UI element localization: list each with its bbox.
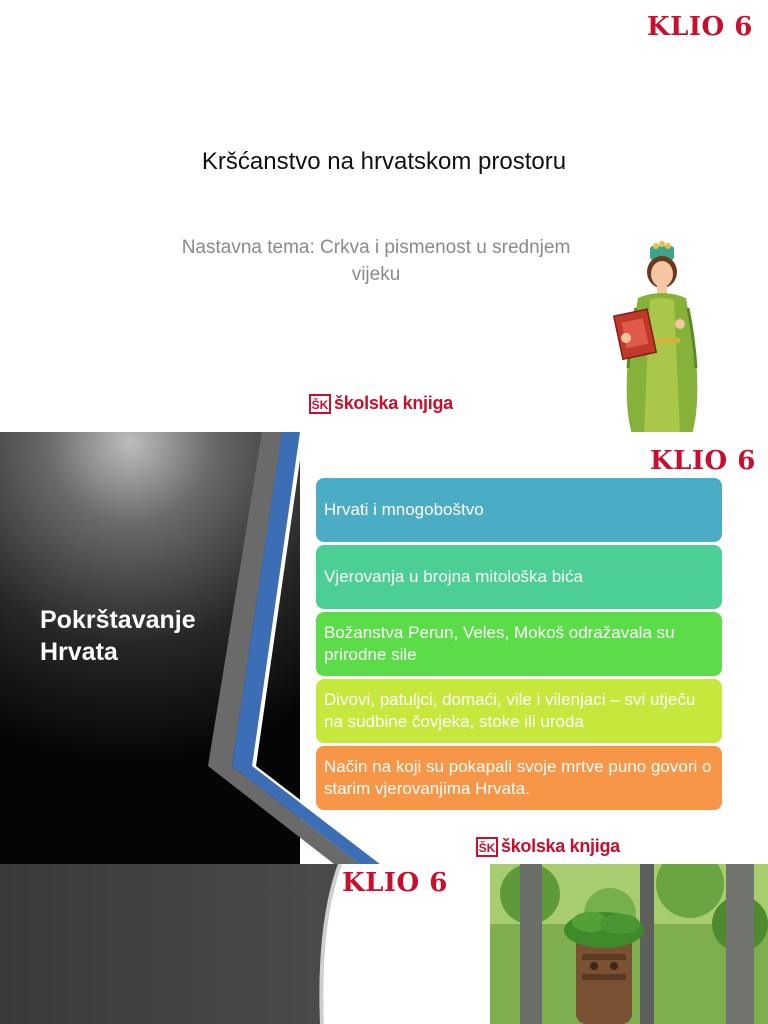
list-item-text: Hrvati i mnogoboštvo <box>324 500 484 519</box>
brand-klio: KLIO 6 <box>650 446 756 476</box>
logo-text: školska knjiga <box>334 393 453 413</box>
list-item <box>316 679 722 743</box>
slide-subtitle: Nastavna tema: Crkva i pismenost u srednjem vijeku <box>181 237 571 285</box>
publisher-logo <box>476 836 620 857</box>
slide-title <box>0 0 768 432</box>
logo-mark: ŠK <box>476 837 498 857</box>
list-item <box>316 612 722 676</box>
forest-idol-photo <box>490 864 768 1024</box>
section-title <box>40 604 196 668</box>
list-item-text: Vjerovanja u brojna mitološka bića <box>324 567 583 586</box>
logo-mark: ŠK <box>309 394 331 414</box>
list-item-text: Divovi, patuljci, domaći, vile i vilenjaci – svi utječu na sudbine čovjeka, stoke ili uroda <box>324 690 696 731</box>
slide-pokrstavanje <box>0 432 768 864</box>
queen-illustration <box>600 238 720 432</box>
publisher-logo <box>309 393 453 414</box>
slide-partial <box>0 864 768 1024</box>
list-item <box>316 746 722 810</box>
dark-panel <box>0 864 340 1024</box>
list-item <box>316 478 722 542</box>
logo-text: školska knjiga <box>501 836 620 856</box>
section-title-line1: Pokrštavanje <box>40 606 196 634</box>
list-item-text: Način na koji su pokapali svoje mrtve puno govori o starim vjerovanjima Hrvata. <box>324 757 712 798</box>
brand-klio: KLIO 6 <box>647 12 753 42</box>
list-item <box>316 545 722 609</box>
brand-klio: KLIO 6 <box>342 868 448 898</box>
slide-title-heading: Kršćanstvo na hrvatskom prostoru <box>201 148 567 175</box>
list-item-text: Božanstva Perun, Veles, Mokoš odražavala su prirodne sile <box>324 623 675 664</box>
section-title-line2: Hrvata <box>40 638 118 666</box>
